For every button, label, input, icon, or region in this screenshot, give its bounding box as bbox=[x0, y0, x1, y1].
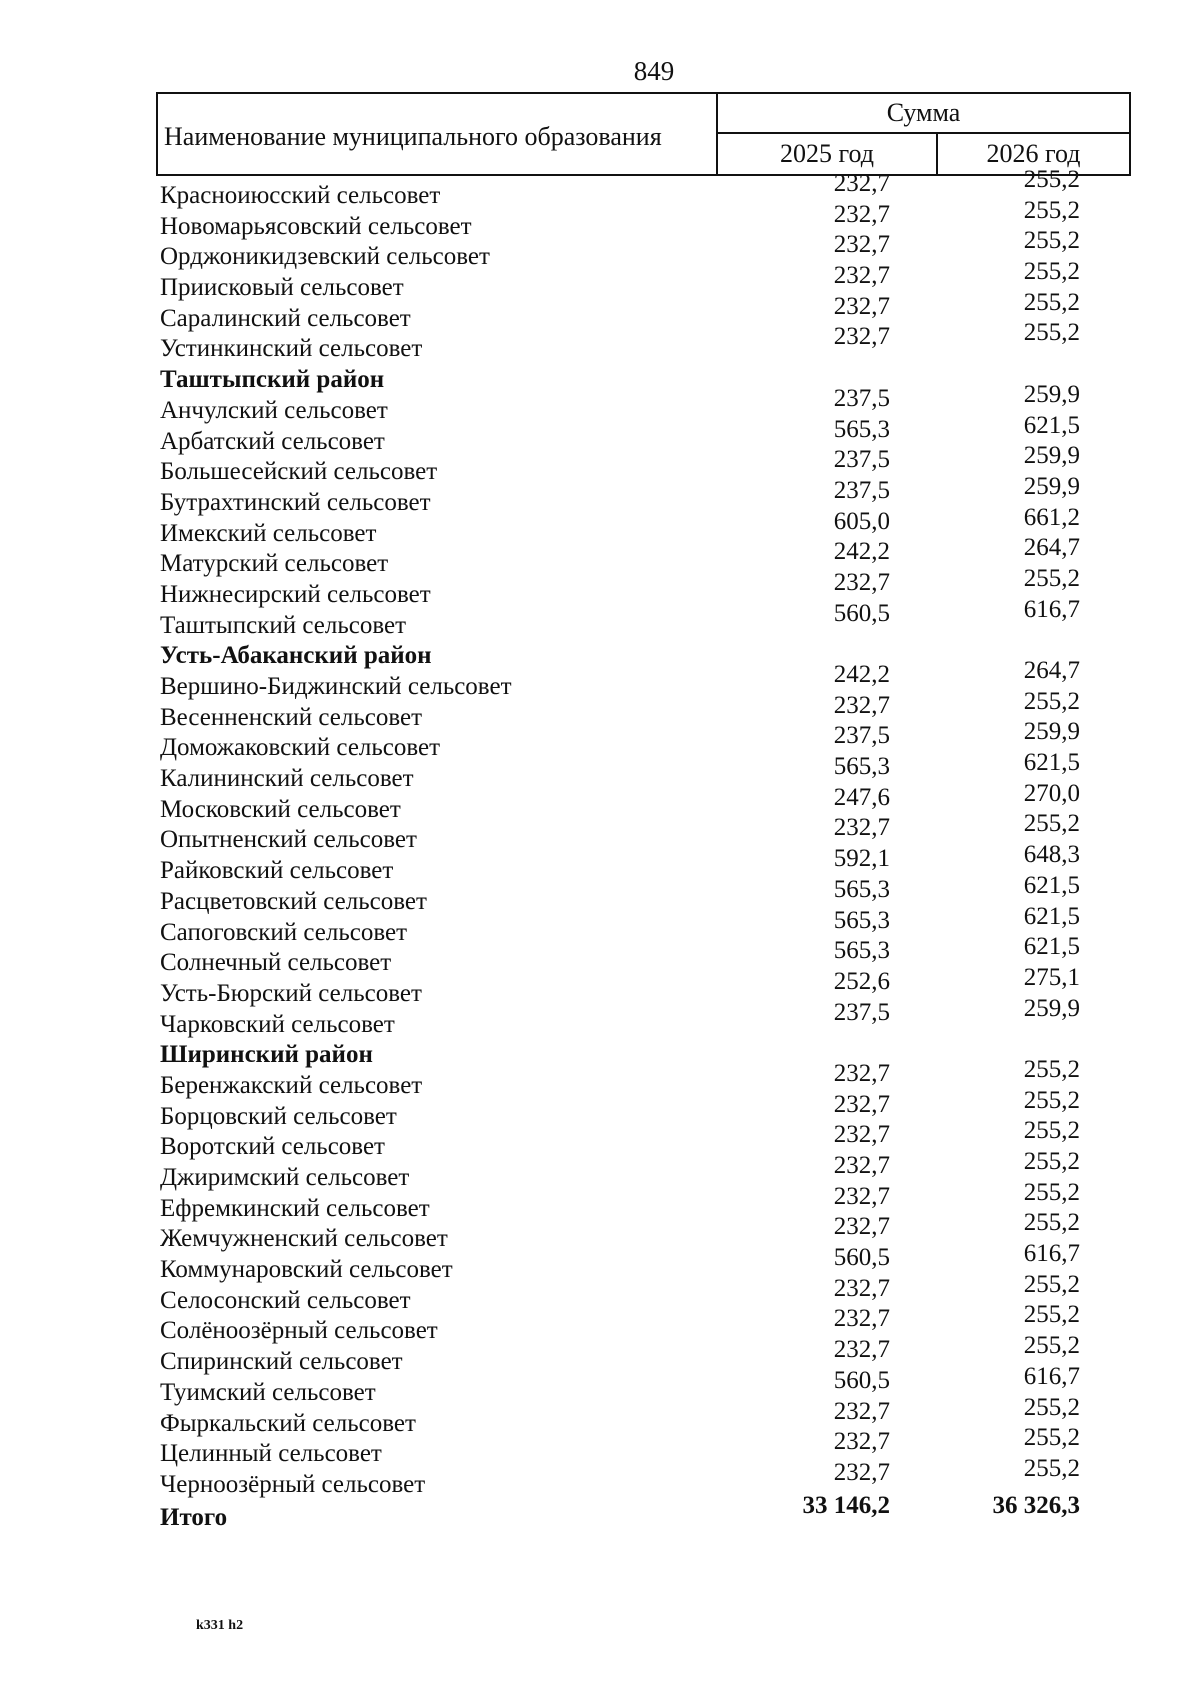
value-2025: 232,7 bbox=[833, 292, 890, 320]
value-2026: 255,2 bbox=[1023, 288, 1080, 316]
value-2026: 36 326,3 bbox=[992, 1491, 1080, 1519]
municipality-name: Таштыпский сельсовет bbox=[160, 611, 406, 639]
municipality-name: Саралинский сельсовет bbox=[160, 304, 411, 332]
table-row bbox=[160, 442, 1150, 487]
municipality-name: Селосонский сельсовет bbox=[160, 1286, 411, 1314]
municipality-name: Туимский сельсовет bbox=[160, 1378, 376, 1406]
table-row bbox=[160, 411, 1150, 457]
table-row bbox=[160, 227, 1150, 272]
value-2025: 232,7 bbox=[833, 568, 890, 596]
value-2025: 232,7 bbox=[833, 1458, 890, 1486]
value-2026: 259,9 bbox=[1023, 472, 1080, 500]
municipality-name: Большесейский сельсовет bbox=[160, 458, 438, 486]
table-row bbox=[160, 994, 1150, 1040]
municipality-name: Калининский сельсовет bbox=[160, 765, 414, 793]
value-2025: 605,0 bbox=[833, 507, 890, 535]
table-row bbox=[160, 1240, 1150, 1285]
value-2026: 616,7 bbox=[1023, 1362, 1080, 1390]
municipality-name: Опытненский сельсовет bbox=[160, 826, 417, 854]
value-2025: 237,5 bbox=[833, 446, 890, 474]
value-2025: 232,7 bbox=[833, 691, 890, 719]
municipality-name: Джиримский сельсовет bbox=[160, 1164, 410, 1191]
value-2026: 259,9 bbox=[1023, 718, 1080, 746]
municipality-name: Райковский сельсовет bbox=[160, 857, 394, 885]
table-row bbox=[160, 1117, 1150, 1162]
municipality-name: Устинкинский сельсовет bbox=[160, 335, 423, 363]
table-row bbox=[160, 1209, 1150, 1254]
value-2025: 232,7 bbox=[833, 1059, 890, 1087]
table-row bbox=[160, 1086, 1150, 1132]
value-2026: 255,2 bbox=[1023, 1086, 1080, 1114]
value-2025: 232,7 bbox=[833, 814, 890, 842]
municipality-name: Матурский сельсовет bbox=[160, 550, 389, 578]
value-2026: 255,2 bbox=[1023, 258, 1080, 286]
total-row bbox=[160, 1491, 1150, 1531]
district-heading-row bbox=[160, 364, 1150, 395]
table-row bbox=[160, 687, 1150, 733]
value-2025: 237,5 bbox=[833, 722, 890, 750]
value-2026: 255,2 bbox=[1023, 1301, 1080, 1329]
value-2025: 565,3 bbox=[833, 875, 890, 903]
municipality-name: Солнечный сельсовет bbox=[160, 949, 392, 977]
value-2025: 232,7 bbox=[833, 231, 890, 259]
value-2026: 616,7 bbox=[1023, 595, 1080, 623]
value-2025: 232,7 bbox=[833, 1182, 890, 1210]
value-2025: 232,7 bbox=[833, 200, 890, 228]
value-2025: 237,5 bbox=[833, 476, 890, 504]
table-row bbox=[160, 595, 1150, 641]
value-2025: 565,3 bbox=[833, 415, 890, 443]
value-2026: 259,9 bbox=[1023, 442, 1080, 470]
municipality-name: Доможаковский сельсовет bbox=[160, 734, 441, 762]
municipality-name: Жемчужненский сельсовет bbox=[160, 1225, 448, 1253]
table-row bbox=[160, 718, 1150, 763]
municipality-name: Новомарьясовский сельсовет bbox=[160, 212, 472, 240]
value-2025: 560,5 bbox=[833, 1244, 890, 1272]
value-2025: 560,5 bbox=[833, 1366, 890, 1394]
municipality-name: Красноиюсский сельсовет bbox=[160, 182, 441, 209]
value-2025: 232,7 bbox=[833, 1336, 890, 1364]
value-2025: 565,3 bbox=[833, 753, 890, 781]
municipality-name: Воротский сельсовет bbox=[160, 1133, 385, 1161]
municipality-name: Вершино-Биджинский сельсовет bbox=[160, 673, 512, 700]
table-row bbox=[160, 1393, 1150, 1439]
value-2026: 255,2 bbox=[1023, 1055, 1080, 1083]
value-2026: 255,2 bbox=[1023, 196, 1080, 224]
municipality-name: Целинный сельсовет bbox=[160, 1440, 382, 1468]
table-row bbox=[160, 1178, 1150, 1224]
value-2026: 621,5 bbox=[1023, 871, 1080, 899]
value-2026: 255,2 bbox=[1023, 1393, 1080, 1421]
value-2026: 255,2 bbox=[1023, 810, 1080, 838]
value-2025: 33 146,2 bbox=[802, 1491, 890, 1519]
municipality-name: Фыркальский сельсовет bbox=[160, 1409, 416, 1437]
table-row bbox=[160, 841, 1150, 886]
municipality-name: Орджоникидзевский сельсовет bbox=[160, 243, 490, 271]
table-row bbox=[160, 657, 1150, 702]
value-2026: 255,2 bbox=[1023, 1424, 1080, 1452]
table-row bbox=[160, 749, 1150, 794]
value-2025: 232,7 bbox=[833, 1305, 890, 1333]
district-name: Ширинский район bbox=[160, 1041, 373, 1069]
value-2026: 270,0 bbox=[1023, 779, 1080, 807]
value-2025: 232,7 bbox=[833, 1090, 890, 1118]
municipality-name: Имекский сельсовет bbox=[160, 519, 377, 547]
municipality-name: Арбатский сельсовет bbox=[160, 427, 385, 455]
value-2025: 232,7 bbox=[833, 1397, 890, 1425]
value-2025: 232,7 bbox=[833, 1121, 890, 1149]
value-2025: 560,5 bbox=[833, 599, 890, 627]
value-2025: 592,1 bbox=[833, 845, 890, 873]
value-2025: 232,7 bbox=[833, 323, 890, 351]
value-2026: 255,2 bbox=[1023, 227, 1080, 255]
value-2025: 232,7 bbox=[833, 1274, 890, 1302]
municipality-name: Сапоговский сельсовет bbox=[160, 918, 408, 946]
value-2026: 255,2 bbox=[1023, 166, 1080, 193]
value-2026: 255,2 bbox=[1023, 1117, 1080, 1145]
value-2026: 661,2 bbox=[1023, 503, 1080, 531]
municipality-name: Чарковский сельсовет bbox=[160, 1010, 395, 1038]
value-2026: 259,9 bbox=[1023, 380, 1080, 408]
value-2025: 232,7 bbox=[833, 170, 890, 197]
municipality-name: Спиринский сельсовет bbox=[160, 1348, 403, 1376]
value-2026: 621,5 bbox=[1023, 933, 1080, 961]
value-2025: 565,3 bbox=[833, 937, 890, 965]
value-2026: 264,7 bbox=[1023, 657, 1080, 684]
page-number: 849 bbox=[633, 56, 675, 86]
municipality-name: Черноозёрный сельсовет bbox=[160, 1470, 426, 1498]
district-heading-row bbox=[160, 640, 1150, 671]
value-2026: 255,2 bbox=[1023, 1178, 1080, 1206]
value-2025: 565,3 bbox=[833, 906, 890, 934]
value-2025: 247,6 bbox=[833, 783, 890, 811]
value-2026: 255,2 bbox=[1023, 564, 1080, 592]
value-2026: 648,3 bbox=[1023, 841, 1080, 869]
value-2025: 242,2 bbox=[833, 661, 890, 688]
table-row bbox=[160, 166, 1150, 211]
table-row bbox=[160, 196, 1150, 242]
value-2025: 232,7 bbox=[833, 1152, 890, 1179]
value-2025: 232,7 bbox=[833, 262, 890, 290]
value-2026: 255,2 bbox=[1023, 687, 1080, 715]
value-2026: 259,9 bbox=[1023, 994, 1080, 1022]
value-2025: 232,7 bbox=[833, 1213, 890, 1241]
header-name-column: Наименование муниципального образования bbox=[158, 94, 718, 174]
municipality-name: Приисковый сельсовет bbox=[160, 274, 404, 302]
value-2025: 242,2 bbox=[833, 538, 890, 566]
table-header bbox=[156, 92, 1131, 176]
municipality-name: Усть-Бюрский сельсовет bbox=[160, 979, 422, 1007]
footer-code: k331 h2 bbox=[196, 1618, 244, 1633]
municipality-name: Нижнесирский сельсовет bbox=[160, 580, 431, 608]
municipality-name: Расцветовский сельсовет bbox=[160, 887, 427, 915]
value-2026: 255,2 bbox=[1023, 319, 1080, 347]
municipality-name: Солёноозёрный сельсовет bbox=[160, 1317, 438, 1345]
table-row bbox=[160, 902, 1150, 948]
value-2026: 621,5 bbox=[1023, 749, 1080, 777]
value-2026: 621,5 bbox=[1023, 902, 1080, 930]
table-row bbox=[160, 1301, 1150, 1346]
header-year-2026: 2026 год bbox=[986, 139, 1081, 168]
value-2026: 264,7 bbox=[1023, 534, 1080, 562]
table-row bbox=[160, 810, 1150, 855]
value-2026: 255,2 bbox=[1023, 1270, 1080, 1298]
value-2025: 252,6 bbox=[833, 967, 890, 995]
value-2026: 255,2 bbox=[1023, 1148, 1080, 1175]
municipality-name: Бутрахтинский сельсовет bbox=[160, 488, 431, 516]
table-row bbox=[160, 1332, 1150, 1377]
value-2026: 616,7 bbox=[1023, 1240, 1080, 1268]
table-row bbox=[160, 503, 1150, 549]
table-row bbox=[160, 1148, 1150, 1193]
municipality-name: Весенненский сельсовет bbox=[160, 703, 423, 731]
table-row bbox=[160, 933, 1150, 978]
municipality-name: Беренжакский сельсовет bbox=[160, 1071, 423, 1099]
value-2026: 621,5 bbox=[1023, 411, 1080, 439]
value-2026: 255,2 bbox=[1023, 1332, 1080, 1360]
municipality-name: Московский сельсовет bbox=[160, 795, 401, 823]
value-2025: 237,5 bbox=[833, 998, 890, 1026]
district-name: Усть-Абаканский район bbox=[160, 642, 432, 670]
value-2026: 275,1 bbox=[1023, 963, 1080, 991]
table-row bbox=[160, 319, 1150, 364]
header-year-2025: 2025 год bbox=[718, 134, 938, 174]
municipality-name: Коммунаровский сельсовет bbox=[160, 1256, 453, 1284]
value-2026: 255,2 bbox=[1023, 1209, 1080, 1237]
table-row bbox=[160, 1424, 1150, 1469]
municipality-name: Борцовский сельсовет bbox=[160, 1102, 397, 1130]
table-row bbox=[160, 534, 1150, 579]
value-2026: 255,2 bbox=[1023, 1454, 1080, 1482]
table-body bbox=[160, 166, 1150, 1531]
municipality-name: Ефремкинский сельсовет bbox=[160, 1194, 430, 1222]
municipality-name: Анчулский сельсовет bbox=[160, 396, 388, 424]
value-2025: 237,5 bbox=[833, 384, 890, 412]
value-2025: 232,7 bbox=[833, 1428, 890, 1456]
district-name: Таштыпский район bbox=[160, 366, 385, 394]
district-heading-row bbox=[160, 1039, 1150, 1070]
table-row bbox=[160, 258, 1150, 303]
total-label: Итого bbox=[160, 1503, 228, 1531]
header-sum-column: Сумма bbox=[718, 94, 1129, 134]
